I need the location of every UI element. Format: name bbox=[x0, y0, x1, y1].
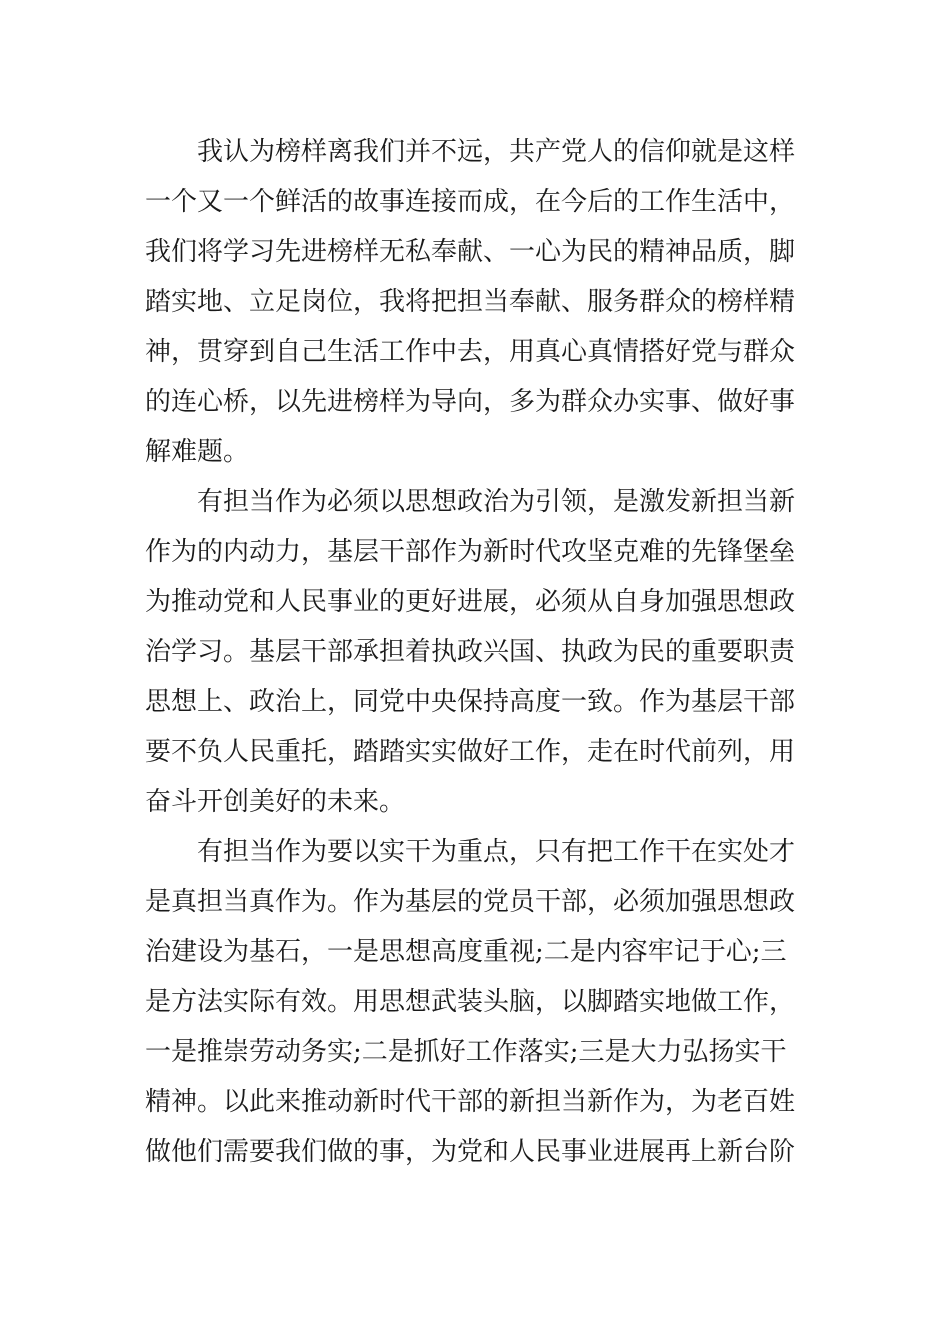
text-line: 精神。以此来推动新时代干部的新担当新作为，为老百姓 bbox=[145, 1087, 796, 1117]
text-line: 为推动党和人民事业的更好进展，必须从自身加强思想政 bbox=[145, 587, 796, 617]
text-line: 要不负人民重托，踏踏实实做好工作，走在时代前列，用 bbox=[145, 737, 796, 767]
text-line: 治建设为基石，一是思想高度重视;二是内容牢记于心;三 bbox=[145, 937, 787, 967]
paragraph-1 bbox=[145, 127, 805, 477]
document-body bbox=[145, 127, 805, 1177]
text-line: 是方法实际有效。用思想武装头脑，以脚踏实地做工作， bbox=[145, 987, 796, 1017]
text-line: 思想上、政治上，同党中央保持高度一致。作为基层干部 bbox=[145, 687, 796, 717]
text-line: 治学习。基层干部承担着执政兴国、执政为民的重要职责 bbox=[145, 637, 796, 667]
text-line: 作为的内动力，基层干部作为新时代攻坚克难的先锋堡垒 bbox=[145, 537, 796, 567]
text-line: 是真担当真作为。作为基层的党员干部，必须加强思想政 bbox=[145, 887, 796, 917]
text-line: 我认为榜样离我们并不远，共产党人的信仰就是这样 bbox=[145, 137, 796, 167]
text-line: 我们将学习先进榜样无私奉献、一心为民的精神品质，脚 bbox=[145, 237, 796, 267]
text-line: 有担当作为必须以思想政治为引领，是激发新担当新 bbox=[145, 487, 796, 517]
text-line: 踏实地、立足岗位，我将把担当奉献、服务群众的榜样精 bbox=[145, 287, 796, 317]
paragraph-3 bbox=[145, 827, 805, 1177]
text-line: 有担当作为要以实干为重点，只有把工作干在实处才 bbox=[145, 837, 796, 867]
paragraph-2 bbox=[145, 477, 805, 827]
text-line: 神，贯穿到自己生活工作中去，用真心真情搭好党与群众 bbox=[145, 337, 796, 367]
text-line: 一是推崇劳动务实;二是抓好工作落实;三是大力弘扬实干 bbox=[145, 1037, 787, 1067]
text-line: 一个又一个鲜活的故事连接而成，在今后的工作生活中， bbox=[145, 187, 796, 217]
text-line: 解难题。 bbox=[145, 437, 250, 467]
text-line: 奋斗开创美好的未来。 bbox=[145, 787, 406, 817]
text-line: 做他们需要我们做的事，为党和人民事业进展再上新台阶 bbox=[145, 1137, 796, 1167]
text-line: 的连心桥，以先进榜样为导向，多为群众办实事、做好事 bbox=[145, 387, 796, 417]
